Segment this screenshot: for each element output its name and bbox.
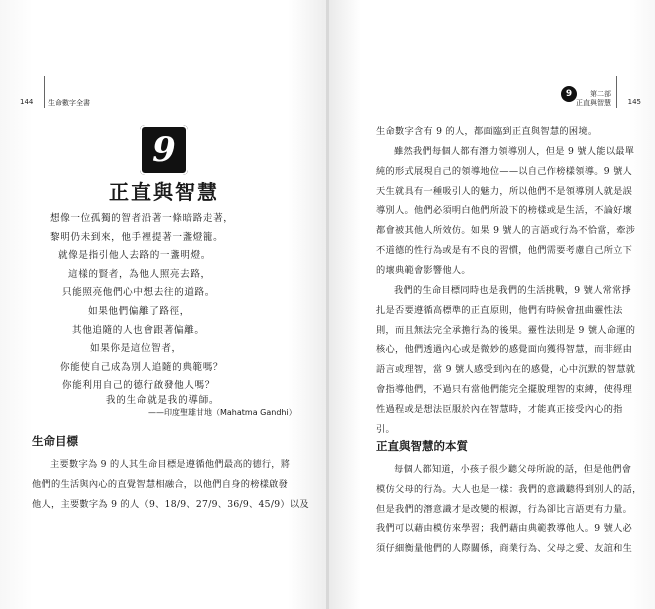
body-paragraph: [376, 460, 642, 559]
section-label: 第二部: [590, 90, 611, 98]
body-paragraph: [32, 455, 309, 514]
chapter-number-plate: [140, 125, 188, 175]
poem-line: 只能照亮他們心中想去往的道路。: [62, 287, 215, 299]
poem-line: 如果你是這位智者，: [90, 343, 182, 355]
section-heading: 生命目標: [32, 434, 78, 448]
text-line: 語言或理智，當 9 號人感受到內在的感覺，心中沉默的智慧就: [376, 364, 636, 376]
poem-line: 這樣的賢者，為他人照亮去路，: [68, 268, 211, 280]
poem-line: 你能使自己成為別人追隨的典範嗎？: [60, 361, 224, 373]
chapter-number: 9: [152, 130, 176, 170]
page-number: 144: [20, 98, 34, 106]
text-line: 雖然我們每個人都有潛力領導別人，但是 9 號人能以最單: [394, 146, 635, 157]
chapter-title: 正直與智慧: [109, 180, 219, 204]
page-number: 145: [627, 98, 641, 106]
text-line: 扎是否要遵循高標準的正直原則，他們有時候會扭曲靈性法: [376, 304, 623, 316]
running-title: 生命數字全書: [48, 99, 90, 107]
text-line: 不道德的性行為或是有不良的習慣，他們需要考慮自己所立下: [376, 244, 633, 256]
text-line: 但是我們的潛意識才是改變的根源，行為卻比言語更有力量。: [376, 503, 633, 515]
text-line: 須仔細衡量他們的人際關係，商業行為、父母之愛、友誼和生: [376, 543, 633, 555]
poem-line: 其他追隨的人也會跟著偏離。: [72, 324, 205, 336]
text-line: 我們可以藉由模仿來學習；我們藉由典範教導他人。9 號人必: [376, 523, 633, 535]
header-rule: [616, 76, 617, 108]
quote: 我的生命就是我的導師。: [106, 395, 220, 406]
poem-line: 如果他們偏離了路徑，: [88, 305, 190, 317]
text-line: 核心，他們透過內心或是微妙的感覺面向獲得智慧，而非經由: [376, 344, 633, 356]
body-paragraph: [376, 122, 597, 142]
poem-line: 黎明仍未到來，他手裡提著一盞燈籠。: [50, 231, 224, 243]
text-line: 我們的生命目標同時也是我們的生活挑戰，9 號人常常掙: [394, 285, 632, 296]
text-line: 會指導他們，不過只有當他們能完全擺脫理智的束縛，使得理: [376, 383, 633, 395]
body-paragraph: [376, 142, 635, 281]
text-line: 他們的生活與內心的直覺智慧相融合，以他們自身的榜樣啟發: [32, 478, 289, 490]
text-line: 模仿父母的行為。大人也是一樣：我們的意識聽得到別人的話，: [376, 483, 642, 495]
poem-line: 你能利用自己的德行啟發他人嗎？: [62, 380, 215, 392]
text-line: 天生就具有一種吸引人的魅力，所以他們不是領導別人就是誤: [376, 185, 633, 197]
section-subtitle: 正直與智慧: [576, 99, 611, 107]
epigraph-poem: [50, 210, 290, 396]
text-line: 的壞典範會影響他人。: [376, 264, 471, 276]
quote-attribution: ——印度聖雄甘地（Mahatma Gandhi）: [148, 408, 297, 417]
text-line: 生命數字含有 9 的人，都面臨到正直與智慧的困境。: [376, 126, 598, 137]
text-line: 每個人都知道，小孩子很少聽父母所說的話，但是他們會: [394, 464, 632, 475]
text-line: 導別人。他們必須明白他們所設下的榜樣或是生活，不論好壞: [376, 205, 633, 217]
header-rule: [44, 76, 45, 108]
text-line: 都會被其他人所效仿。如果 9 號人的言語或行為不恰當，牽涉: [376, 225, 636, 237]
text-line: 他人，主要數字為 9 的人（9、18/9、27/9、36/9、45/9）以及: [32, 498, 309, 510]
text-line: 性過程或是想法臣服於內在智慧時，才能真正接受內心的指: [376, 403, 623, 415]
chapter-badge: 9: [561, 86, 577, 102]
poem-line: 就像是指引他人去路的一盞明燈。: [58, 250, 211, 262]
text-line: 主要數字為 9 的人其生命目標是遵循他們最高的德行，將: [50, 459, 291, 470]
body-paragraph: [376, 281, 635, 439]
text-line: 純的形式展現自己的領導地位——以自己作榜樣領導。9 號人: [376, 165, 633, 177]
section-heading: 正直與智慧的本質: [376, 439, 468, 453]
text-line: 引。: [376, 423, 395, 435]
text-line: 則，而且無法完全承擔行為的後果。靈性法則是 9 號人命運的: [376, 324, 636, 336]
poem-line: 想像一位孤獨的智者沿著一條暗路走著，: [50, 213, 234, 224]
